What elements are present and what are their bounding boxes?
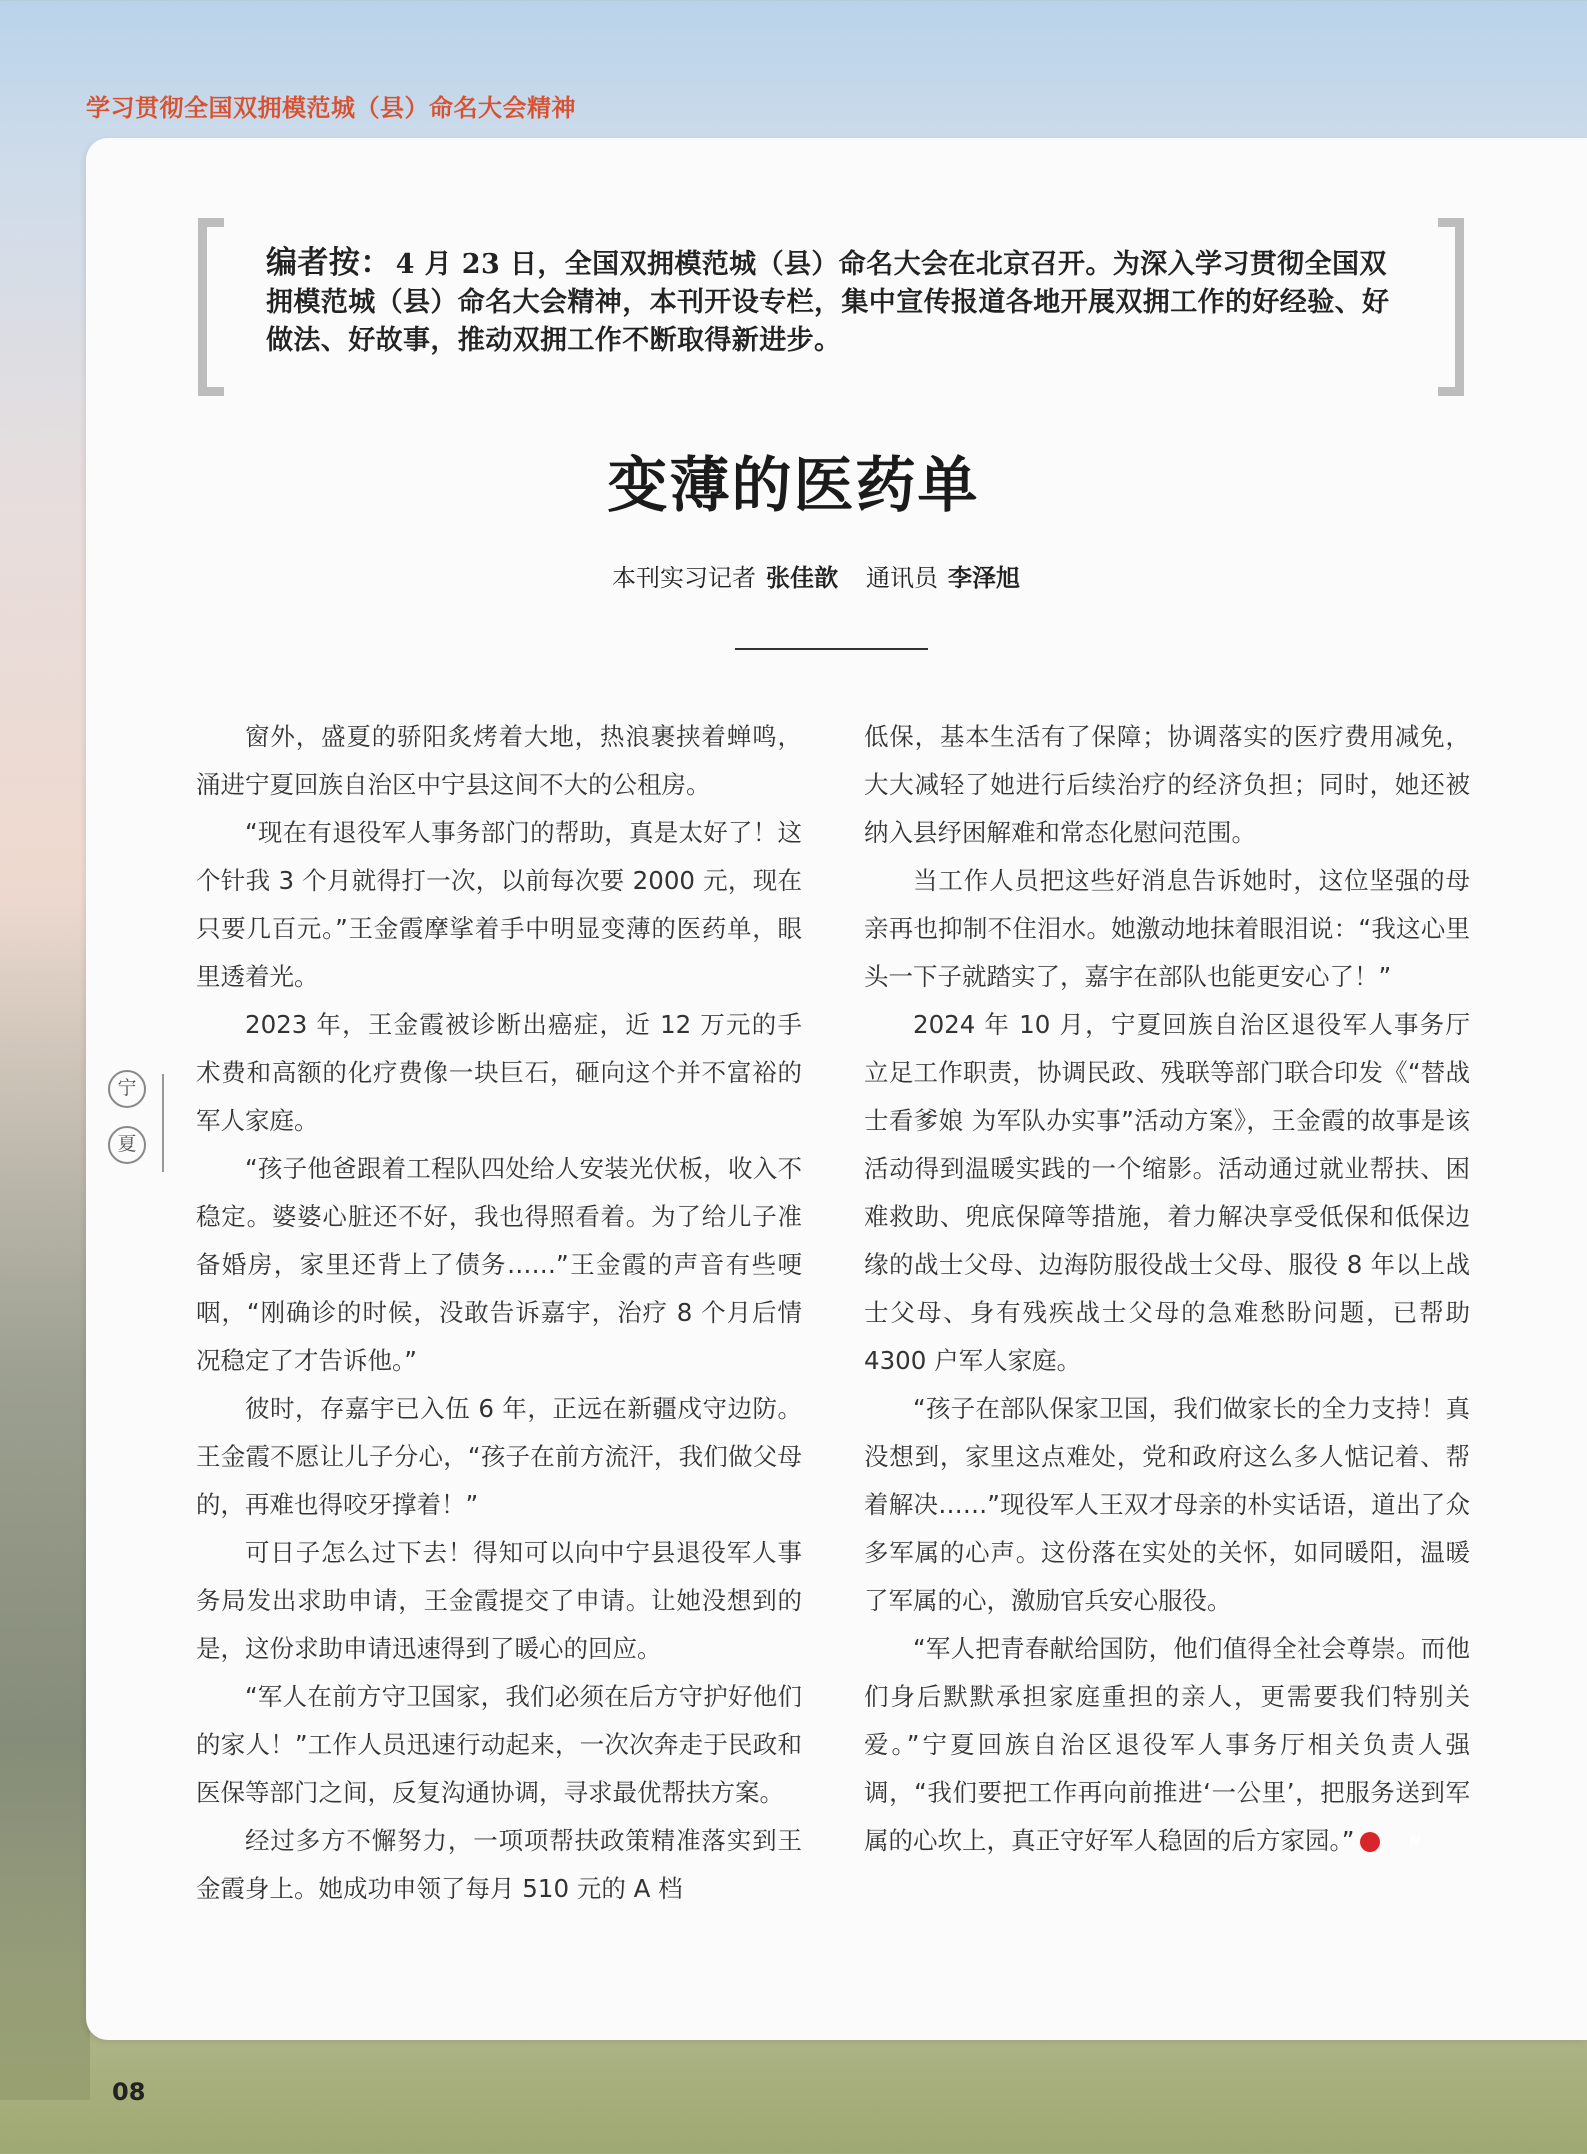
side-tab-char-2: 夏	[108, 1126, 146, 1164]
paragraph: 2023 年，王金霞被诊断出癌症，近 12 万元的手术费和高额的化疗费像一块巨石，砸向这个并不富裕的军人家庭。	[196, 1010, 802, 1135]
left-column	[196, 713, 802, 1913]
byline	[0, 558, 1587, 593]
editor-note-label: 编者按：	[266, 245, 392, 281]
editor-note-body: 4 月 23 日，全国双拥模范城（县）命名大会在北京召开。为深入学习贯彻全国双拥模范城（县）命名大会精神，本刊开设专栏，集中宣传报道各地开展双拥工作的好经验、好做法、好故事，推动双拥工作不断取得新进步。	[266, 249, 1390, 356]
paragraph: 彼时，存嘉宇已入伍 6 年，正远在新疆戍守边防。王金霞不愿让儿子分心，“孩子在前方流汗，我们做父母的，再难也得咬牙撑着！”	[196, 1394, 802, 1519]
left-bracket	[198, 218, 224, 396]
right-column	[864, 713, 1470, 1865]
paragraph: “孩子在部队保家卫国，我们做家长的全力支持！真没想到，家里这点难处，党和政府这么多人惦记着、帮着解决……”现役军人王双才母亲的朴实话语，道出了众多军属的心声。这份落在实处的关怀，如同暖阳，温暖了军属的心，激励官兵安心服役。	[864, 1394, 1470, 1615]
byline-name-reporter: 张佳歆	[766, 564, 838, 592]
region-side-tab	[104, 1070, 174, 1180]
article-end-mark-icon: N	[1360, 1832, 1380, 1852]
running-head: 学习贯彻全国双拥模范城（县）命名大会精神	[86, 94, 576, 122]
paragraph: 窗外，盛夏的骄阳炙烤着大地，热浪裹挟着蝉鸣，涌进宁夏回族自治区中宁县这间不大的公租房。	[196, 722, 802, 799]
paragraph: 2024 年 10 月，宁夏回族自治区退役军人事务厅立足工作职责，协调民政、残联等部门联合印发《“替战士看爹娘 为军队办实事”活动方案》，王金霞的故事是该活动得到温暖实践的一个缩影。活动通过就业帮扶、困难救助、兜底保障等措施，着力解决享受低保和低保边缘的战士父母、边海防服役战士父母、服役 8 年以上战士父母、身有残疾战士父母的急难愁盼问题，已帮助 4300 户军人家庭。	[864, 1010, 1470, 1375]
paragraph: “孩子他爸跟着工程队四处给人安装光伏板，收入不稳定。婆婆心脏还不好，我也得照看着。为了给儿子准备婚房，家里还背上了债务……”王金霞的声音有些哽咽，“刚确诊的时候，没敢告诉嘉宇，治疗 8 个月后情况稳定了才告诉他。”	[196, 1154, 802, 1375]
side-tab-divider	[162, 1074, 164, 1172]
paragraph: 可日子怎么过下去！得知可以向中宁县退役军人事务局发出求助申请，王金霞提交了申请。让她没想到的是，这份求助申请迅速得到了暖心的回应。	[196, 1538, 802, 1663]
paragraph: “军人在前方守卫国家，我们必须在后方守护好他们的家人！”工作人员迅速行动起来，一次次奔走于民政和医保等部门之间，反复沟通协调，寻求最优帮扶方案。	[196, 1682, 802, 1807]
title-rule	[735, 648, 928, 650]
article-title: 变薄的医药单	[607, 451, 980, 521]
side-tab-char-1: 宁	[108, 1070, 146, 1108]
right-bracket	[1438, 218, 1464, 396]
byline-role-reporter: 本刊实习记者	[612, 564, 756, 592]
byline-name-correspondent: 李泽旭	[948, 564, 1020, 592]
editor-note	[198, 218, 1464, 396]
page-number: 08	[112, 2078, 146, 2106]
paragraph: 经过多方不懈努力，一项项帮扶政策精准落实到王金霞身上。她成功申领了每月 510 元的 A 档	[196, 1826, 802, 1903]
paragraph: “军人把青春献给国防，他们值得全社会尊崇。而他们身后默默承担家庭重担的亲人，更需要我们特别关爱。”宁夏回族自治区退役军人事务厅相关负责人强调，“我们要把工作再向前推进‘一公里’，把服务送到军属的心坎上，真正守好军人稳固的后方家园。”	[864, 1634, 1470, 1855]
editor-note-text	[266, 244, 1396, 360]
paragraph-continuation: 低保，基本生活有了保障；协调落实的医疗费用减免，大大减轻了她进行后续治疗的经济负担；同时，她还被纳入县纾困解难和常态化慰问范围。	[864, 722, 1470, 847]
byline-role-correspondent: 通讯员	[866, 564, 938, 592]
card-tab-decoration	[145, 138, 159, 152]
paragraph: 当工作人员把这些好消息告诉她时，这位坚强的母亲再也抑制不住泪水。她激动地抹着眼泪说：“我这心里头一下子就踏实了，嘉宇在部队也能更安心了！”	[864, 866, 1470, 991]
background-scenery	[0, 900, 90, 2100]
paragraph: “现在有退役军人事务部门的帮助，真是太好了！这个针我 3 个月就得打一次，以前每次要 2000 元，现在只要几百元。”王金霞摩挲着手中明显变薄的医药单，眼里透着光。	[196, 818, 802, 991]
